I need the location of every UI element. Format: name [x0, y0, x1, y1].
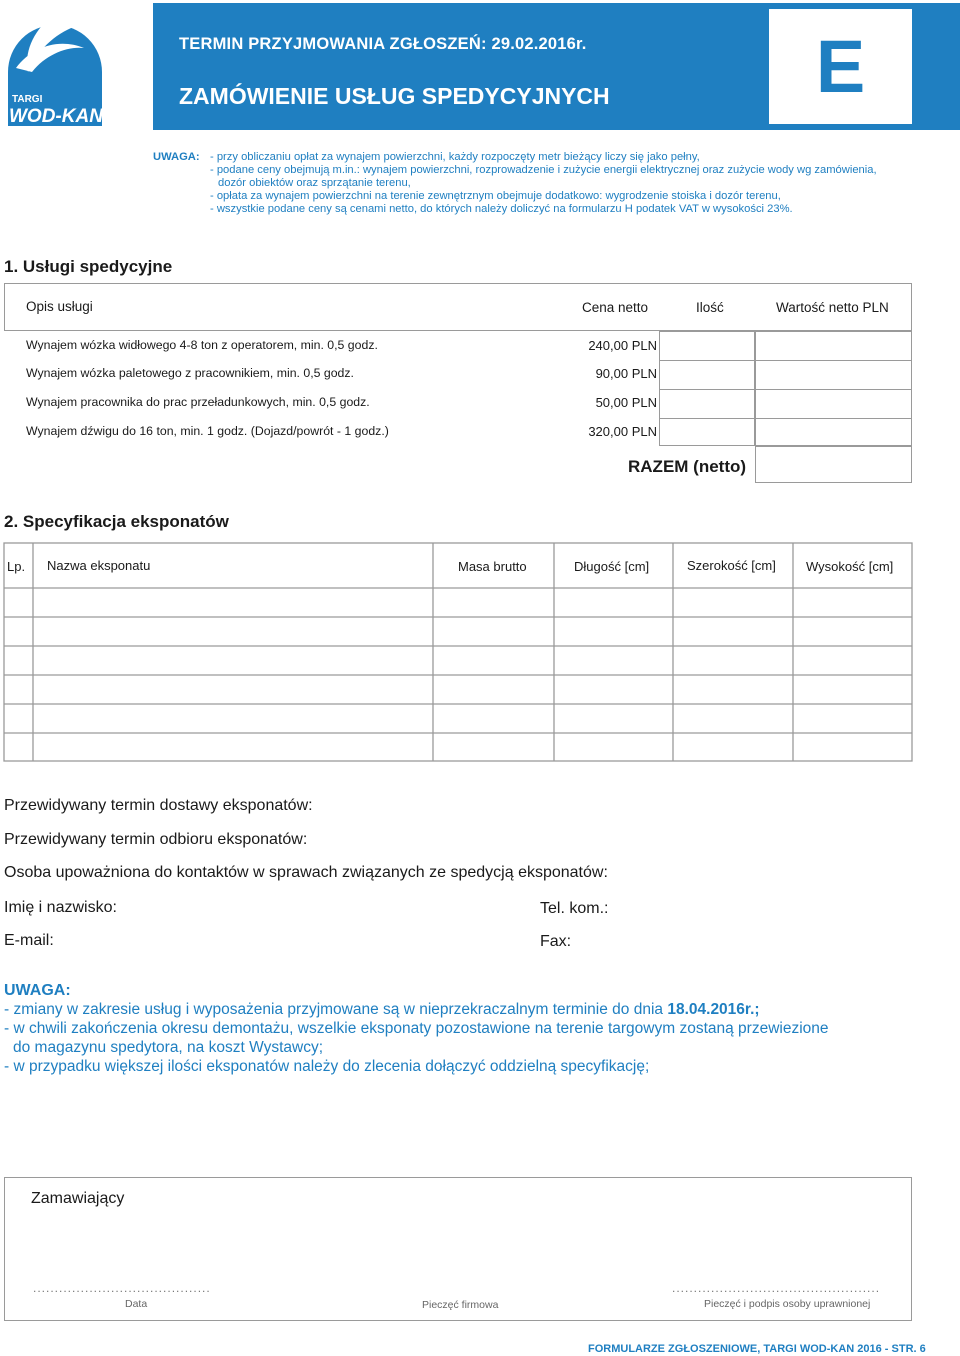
- service-row-label: Wynajem wózka widłowego 4-8 ton z operatorem, min. 0,5 godz.: [26, 338, 378, 352]
- header-length: Długość [cm]: [574, 559, 650, 574]
- service-price: 50,00 PLN: [595, 395, 657, 410]
- svg-text:WOD-KAN: WOD-KAN: [9, 106, 103, 127]
- note-line: - podane ceny obejmują m.in.: wynajem powierzchni, rozprowadzenie i zużycie energii elektrycznej oraz zużycie wody wg zamówienia,: [210, 164, 877, 176]
- header-name: Nazwa eksponatu: [47, 558, 151, 573]
- warning-line3: do magazynu spedytora, na koszt Wystawcy;: [13, 1039, 323, 1056]
- warning-label: UWAGA:: [4, 982, 71, 999]
- notes-label: UWAGA:: [153, 151, 200, 163]
- header-price: Cena netto: [582, 300, 649, 315]
- total-value-field[interactable]: [755, 446, 912, 483]
- sign-caption: Pieczęć i podpis osoby uprawnionej: [704, 1298, 871, 1310]
- note-line: dozór obiektów oraz sprzątanie terenu,: [218, 177, 411, 189]
- form-letter: E: [769, 9, 912, 124]
- targi-wod-kan-logo: [2, 2, 108, 130]
- header-height: Wysokość [cm]: [806, 559, 894, 574]
- date-dotted-line[interactable]: .........................................: [33, 1281, 211, 1295]
- header-mass: Masa brutto: [458, 559, 527, 574]
- name-label: Imię i nazwisko:: [4, 899, 117, 916]
- section1-title: 1. Usługi spedycyjne: [4, 257, 173, 276]
- page-title: ZAMÓWIENIE USŁUG SPEDYCYJNYCH: [179, 83, 610, 109]
- warning-line2: - w chwili zakończenia okresu demontażu, wszelkie eksponaty pozostawione na terenie targowym zostaną przewiezione: [4, 1020, 829, 1037]
- warning-line1-text: - zmiany w zakresie usług i wyposażenia przyjmowane są w nieprzekraczalnym terminie do dnia: [4, 1001, 668, 1018]
- warning-deadline: 18.04.2016r.;: [667, 1001, 760, 1018]
- header-value: Wartość netto PLN: [776, 300, 889, 315]
- service-row-label: Wynajem pracownika do prac przeładunkowych, min. 0,5 godz.: [26, 395, 370, 409]
- header-service: Opis usługi: [26, 299, 93, 314]
- page-footer: FORMULARZE ZGŁOSZENIOWE, TARGI WOD-KAN 2016 - STR. 6: [588, 1343, 926, 1355]
- service-price: 240,00 PLN: [588, 338, 657, 353]
- note-line: - wszystkie podane ceny są cenami netto, do których należy doliczyć na formularzu H podatek VAT w wysokości 23%.: [210, 203, 793, 215]
- service-row-label: Wynajem wózka paletowego z pracownikiem, min. 0,5 godz.: [26, 366, 354, 380]
- note-line: - przy obliczaniu opłat za wynajem powierzchni, każdy rozpoczęty metr bieżący liczy się jako pełny,: [210, 151, 700, 163]
- row-divider: [659, 418, 912, 419]
- service-price: 90,00 PLN: [595, 366, 657, 381]
- section2-title: 2. Specyfikacja eksponatów: [4, 512, 229, 531]
- contact-label: Osoba upoważniona do kontaktów w sprawach związanych ze spedycją eksponatów:: [4, 864, 608, 881]
- warning-line4: - w przypadku większej ilości eksponatów należy do zlecenia dołączyć oddzielną specyfikację;: [4, 1058, 650, 1075]
- svg-text:TARGI: TARGI: [12, 94, 43, 105]
- row-divider: [659, 389, 912, 390]
- delivery-label: Przewidywany termin dostawy eksponatów:: [4, 797, 313, 814]
- header-width: Szerokość [cm]: [687, 558, 776, 573]
- sign-dotted-line[interactable]: ................................................: [672, 1281, 881, 1295]
- header-qty: Ilość: [696, 300, 724, 315]
- header-lp: Lp.: [7, 559, 26, 574]
- deadline-text: TERMIN PRZYJMOWANIA ZGŁOSZEŃ: 29.02.2016r.: [179, 35, 587, 53]
- note-line: - opłata za wynajem powierzchni na terenie zewnętrznym obejmuje dodatkowo: wygrodzenie stoiska i dozór terenu,: [210, 190, 781, 202]
- row-divider: [659, 360, 912, 361]
- pickup-label: Przewidywany termin odbioru eksponatów:: [4, 831, 308, 848]
- total-label: RAZEM (netto): [628, 457, 747, 476]
- stamp-caption: Pieczęć firmowa: [422, 1299, 499, 1311]
- phone-label: Tel. kom.:: [540, 900, 609, 917]
- fax-label: Fax:: [540, 933, 572, 950]
- warning-line1: [4, 1000, 760, 1019]
- signature-title: Zamawiający: [31, 1190, 125, 1207]
- email-label: E-mail:: [4, 932, 54, 949]
- service-price: 320,00 PLN: [588, 424, 657, 439]
- date-caption: Data: [125, 1298, 148, 1310]
- service-row-label: Wynajem dźwigu do 16 ton, min. 1 godz. (Dojazd/powrót - 1 godz.): [26, 424, 389, 438]
